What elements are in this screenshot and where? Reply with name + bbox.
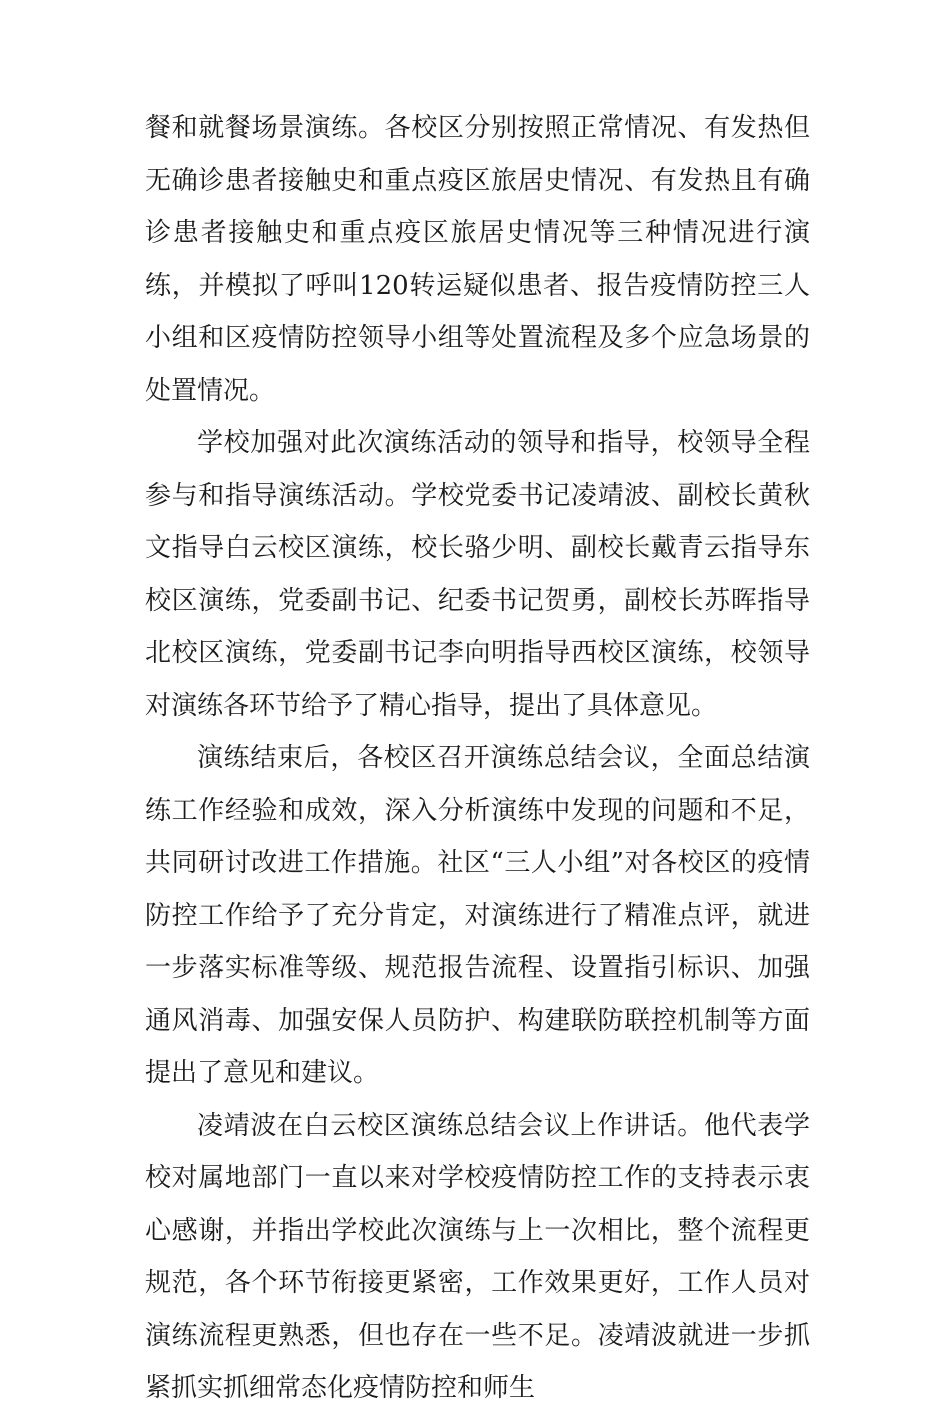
paragraph-continuation: 餐和就餐场景演练。各校区分别按照正常情况、有发热但无确诊患者接触史和重点疫区旅居史情况、有发热且有确诊患者接触史和重点疫区旅居史情况等三种情况进行演练，并模拟了呼叫120转运疑似患者、报告疫情防控三人小组和区疫情防控领导小组等处置流程及多个应急场景的处置情况。 xyxy=(145,113,810,406)
document-body xyxy=(145,102,810,1415)
paragraph-speech: 凌靖波在白云校区演练总结会议上作讲话。他代表学校对属地部门一直以来对学校疫情防控工作的支持表示衷心感谢，并指出学校此次演练与上一次相比，整个流程更规范，各个环节衔接更紧密，工作效果更好，工作人员对演练流程更熟悉，但也存在一些不足。凌靖波就进一步抓紧抓实抓细常态化疫情防控和师生 xyxy=(145,1110,810,1403)
paragraph-summary-meeting: 演练结束后，各校区召开演练总结会议，全面总结演练工作经验和成效，深入分析演练中发现的问题和不足，共同研讨改进工作措施。社区“三人小组”对各校区的疫情防控工作给予了充分肯定，对演练进行了精准点评，就进一步落实标准等级、规范报告流程、设置指引标识、加强通风消毒、加强安保人员防护、构建联防联控机制等方面提出了意见和建议。 xyxy=(145,743,810,1088)
paragraph-leadership: 学校加强对此次演练活动的领导和指导，校领导全程参与和指导演练活动。学校党委书记凌靖波、副校长黄秋文指导白云校区演练，校长骆少明、副校长戴青云指导东校区演练，党委副书记、纪委书记贺勇，副校长苏晖指导北校区演练，党委副书记李向明指导西校区演练，校领导对演练各环节给予了精心指导，提出了具体意见。 xyxy=(145,428,810,721)
